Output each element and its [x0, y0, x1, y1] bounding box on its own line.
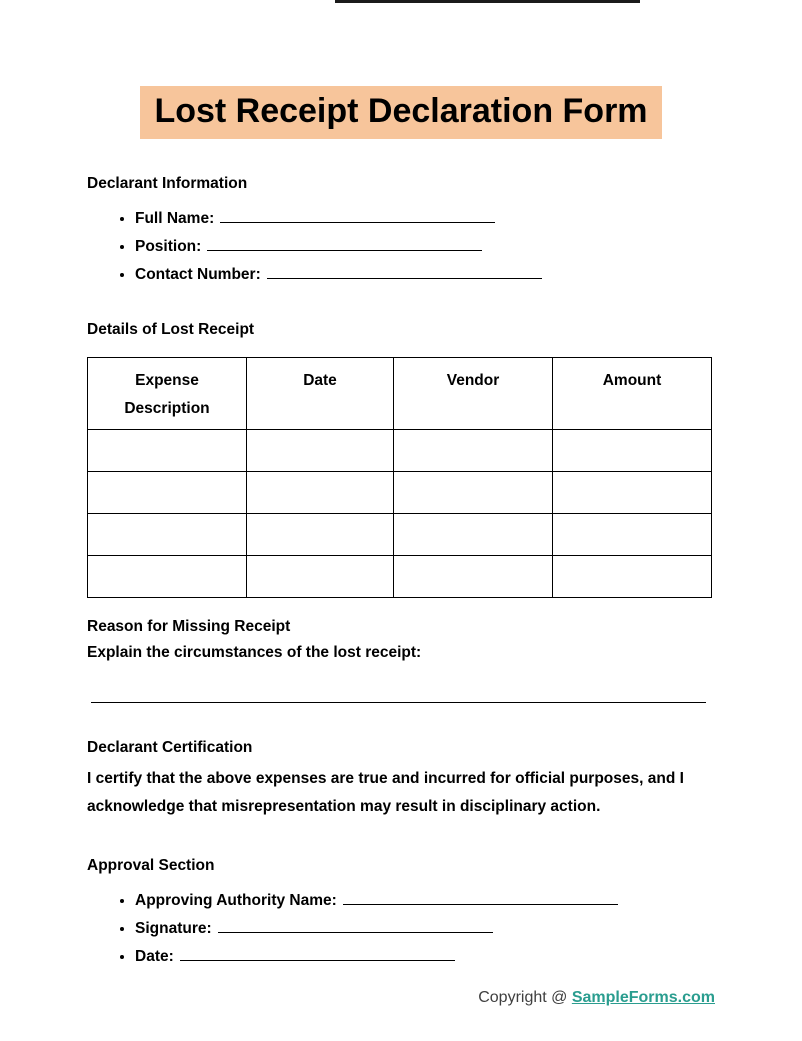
approving-authority-blank-line: [343, 892, 618, 905]
page-top-edge-artifact: [335, 0, 640, 3]
table-cell-empty: [553, 514, 712, 556]
footer: [87, 989, 715, 1007]
section-heading-declarant-certification: Declarant Certification: [87, 739, 253, 757]
column-header-vendor: Vendor: [394, 358, 553, 430]
table-cell-empty: [88, 430, 247, 472]
approving-authority-name-label: Approving Authority Name:: [135, 892, 337, 910]
page-title: Lost Receipt Declaration Form: [140, 86, 661, 139]
list-item: [135, 891, 715, 911]
list-item: [135, 209, 715, 229]
table-row: [88, 556, 712, 598]
section-heading-reason-for-missing-receipt: Reason for Missing Receipt: [87, 618, 291, 636]
section-heading-approval-section: Approval Section: [87, 857, 215, 875]
signature-blank-line: [218, 920, 493, 933]
full-name-blank-line: [220, 210, 495, 223]
date-blank-line: [180, 948, 455, 961]
column-header-amount: Amount: [553, 358, 712, 430]
table-cell-empty: [394, 472, 553, 514]
declarant-fields-list: [119, 209, 715, 285]
table-cell-empty: [394, 514, 553, 556]
table-cell-empty: [394, 430, 553, 472]
position-blank-line: [207, 238, 482, 251]
position-label: Position:: [135, 238, 202, 256]
list-item: [135, 237, 715, 257]
table-cell-empty: [88, 514, 247, 556]
table-cell-empty: [394, 556, 553, 598]
contact-number-blank-line: [267, 266, 542, 279]
copyright-text: Copyright @: [478, 989, 568, 1007]
reason-blank-line: [91, 702, 706, 703]
table-cell-empty: [553, 472, 712, 514]
table-cell-empty: [553, 430, 712, 472]
list-item: [135, 919, 715, 939]
full-name-label: Full Name:: [135, 210, 215, 228]
expense-table: [87, 357, 712, 598]
reason-prompt: Explain the circumstances of the lost receipt:: [87, 644, 422, 662]
sampleforms-link[interactable]: SampleForms.com: [571, 989, 715, 1007]
table-row: [88, 430, 712, 472]
section-heading-declarant-information: Declarant Information: [87, 175, 248, 193]
table-row: [88, 514, 712, 556]
table-cell-empty: [247, 556, 394, 598]
table-cell-empty: [88, 472, 247, 514]
table-cell-empty: [553, 556, 712, 598]
table-cell-empty: [247, 514, 394, 556]
contact-number-label: Contact Number:: [135, 266, 261, 284]
list-item: [135, 947, 715, 967]
table-row: [88, 472, 712, 514]
column-header-expense-description: Expense Description: [88, 358, 247, 430]
table-cell-empty: [247, 472, 394, 514]
list-item: [135, 265, 715, 285]
date-label: Date:: [135, 948, 174, 966]
column-header-date: Date: [247, 358, 394, 430]
title-container: [87, 86, 715, 139]
signature-label: Signature:: [135, 920, 212, 938]
document-content: [0, 86, 802, 1007]
certification-text: I certify that the above expenses are true and incurred for official purposes, and I acknowledge that misrepresentation may result in disciplinary action.: [87, 770, 684, 816]
table-cell-empty: [88, 556, 247, 598]
approval-fields-list: [119, 891, 715, 967]
table-header-row: [88, 358, 712, 430]
section-heading-details-of-lost-receipt: Details of Lost Receipt: [87, 321, 255, 339]
table-cell-empty: [247, 430, 394, 472]
